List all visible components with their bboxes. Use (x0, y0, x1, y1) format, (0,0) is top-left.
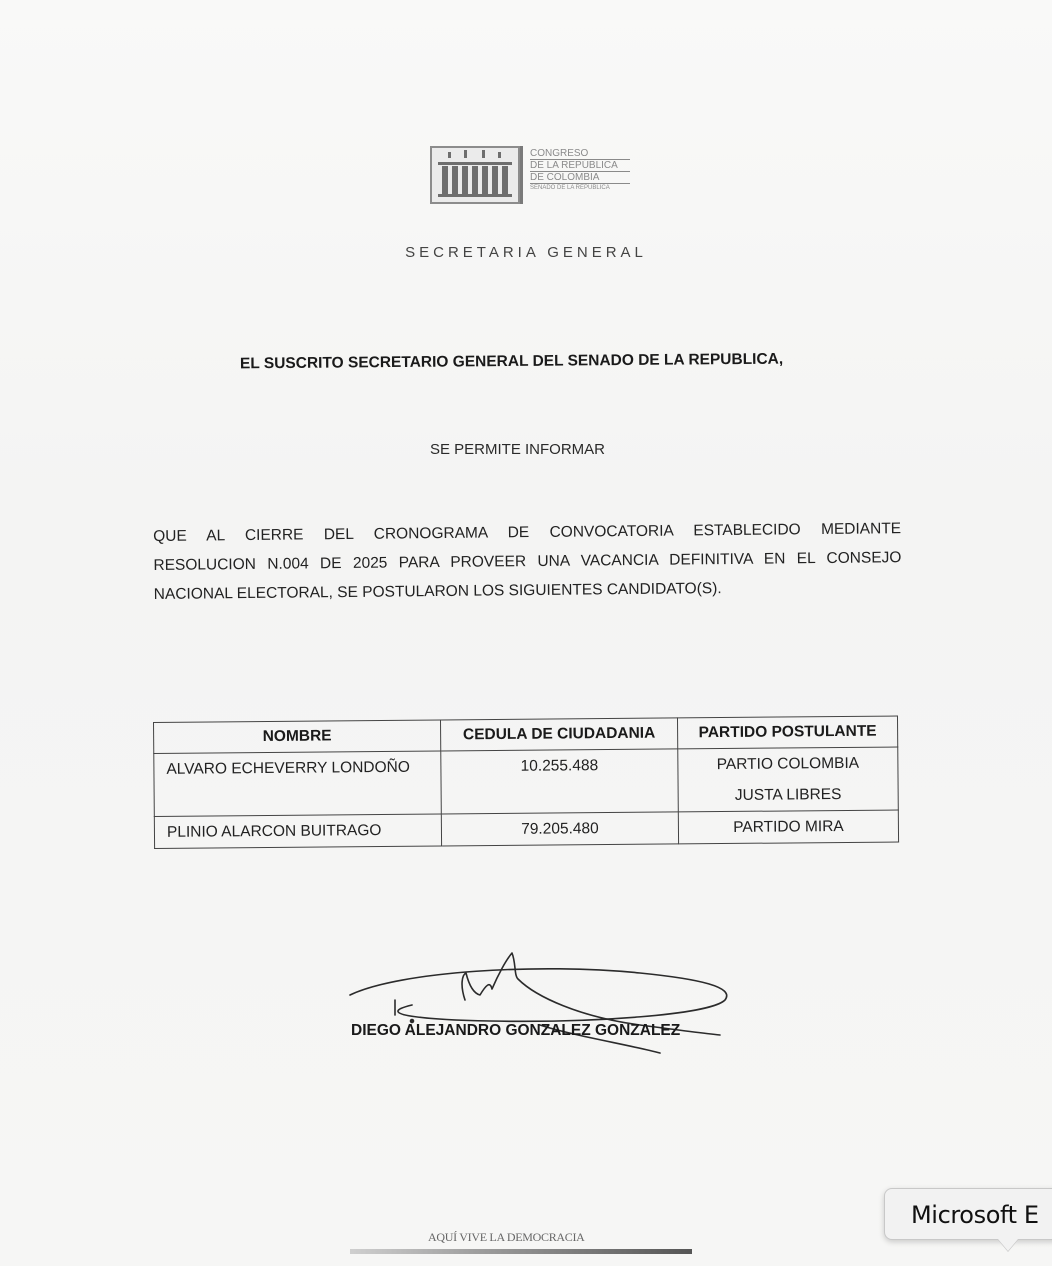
candidates-table-wrap (153, 715, 899, 848)
signer-name: DIEGO ALEJANDRO GONZALEZ GONZALEZ (351, 1022, 681, 1039)
cell-partido: PARTIDO MIRA (678, 810, 898, 844)
header-partido: PARTIDO POSTULANTE (677, 716, 897, 749)
cell-partido-line-2: JUSTA LIBRES (734, 785, 842, 804)
cell-cedula: 10.255.488 (441, 749, 679, 814)
body-line: RESOLUCION N.004 DE 2025 PARA PROVEER UNA VACANCIA DEFINITIVA EN EL CONSEJO (153, 549, 902, 574)
table-row (154, 747, 899, 816)
cell-cedula: 79.205.480 (441, 812, 678, 846)
cell-partido (678, 747, 899, 812)
body-paragraph (153, 514, 902, 609)
header-nombre: NOMBRE (154, 720, 441, 754)
candidates-table (153, 715, 899, 848)
footer-bar (350, 1249, 692, 1254)
logo-line-2: DE LA REPÚBLICA (530, 160, 630, 172)
cell-nombre: PLINIO ALARCON BUITRAGO (154, 814, 441, 849)
body-line: NACIONAL ELECTORAL, SE POSTULARON LOS SIGUIENTES CANDIDATO(S). (153, 580, 722, 603)
tooltip-tail (998, 1239, 1018, 1251)
header-cedula: CEDULA DE CIUDADANIA (440, 718, 677, 751)
document-heading: EL SUSCRITO SECRETARIO GENERAL DEL SENADO DE LA REPUBLICA, (239, 350, 784, 373)
logo-text (530, 148, 630, 193)
office-title: SECRETARIA GENERAL (405, 244, 647, 261)
capitol-building-icon (428, 140, 528, 206)
logo-line-3: DE COLOMBIA (530, 172, 630, 184)
tooltip-text: Microsoft E (911, 1201, 1039, 1229)
logo-subline: SENADO DE LA REPÚBLICA (530, 185, 610, 191)
cell-partido-line-1: PARTIO COLOMBIA (716, 754, 860, 774)
table-row (154, 810, 898, 848)
logo-line-1: CONGRESO (530, 148, 630, 160)
intro-line: SE PERMITE INFORMAR (430, 441, 606, 458)
footer-motto: AQUÍ VIVE LA DEMOCRACIA (428, 1230, 585, 1244)
body-line: QUE AL CIERRE DEL CRONOGRAMA DE CONVOCATORIA ESTABLECIDO MEDIANTE (153, 520, 902, 545)
app-tooltip (884, 1188, 1052, 1240)
cell-nombre: ALVARO ECHEVERRY LONDOÑO (154, 751, 442, 817)
congreso-logo (428, 140, 630, 206)
handwritten-signature (340, 945, 740, 1065)
